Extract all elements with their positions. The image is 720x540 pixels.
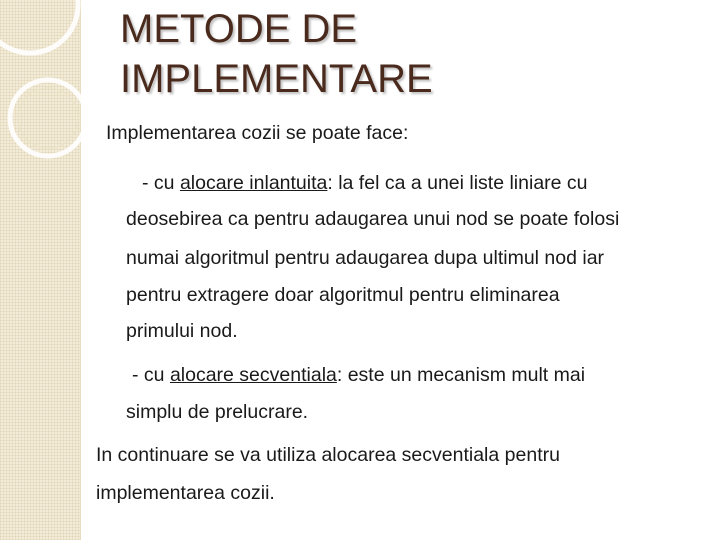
conclusion-line2: implementarea cozii. — [96, 482, 275, 504]
item1-line5: primului nod. — [126, 320, 238, 342]
item2-dash: - cu — [132, 364, 170, 386]
item1-line4: pentru extragere doar algoritmul pentru eliminarea — [126, 284, 560, 306]
intro-text: Implementarea cozii se poate face: — [106, 122, 409, 144]
item2-colon: : — [336, 364, 343, 386]
item2-term: alocare secventiala — [169, 364, 337, 386]
item1-colon: : — [327, 172, 333, 194]
item1-line1-rest: la fel ca a unei liste liniare cu — [332, 172, 588, 194]
item1-line2: deosebirea ca pentru adaugarea unui nod se poate folosi — [126, 208, 620, 230]
item1-dash: - cu — [142, 172, 180, 194]
conclusion-line1: In continuare se va utiliza alocarea secventiala pentru — [96, 444, 560, 466]
item1-line1 — [142, 172, 588, 195]
title-line-1: METODE DE — [120, 7, 358, 51]
slide-title — [120, 4, 680, 104]
item1-term: alocare inlantuita — [179, 172, 328, 194]
title-line-2: IMPLEMENTARE — [120, 57, 433, 101]
item2-line1 — [132, 364, 585, 387]
item2-line1-rest: este un mecanism mult mai — [342, 364, 586, 386]
item2-line2: simplu de prelucrare. — [126, 401, 309, 423]
decorative-side-strip — [0, 0, 81, 540]
item1-line3: numai algoritmul pentru adaugarea dupa ultimul nod iar — [126, 247, 605, 269]
